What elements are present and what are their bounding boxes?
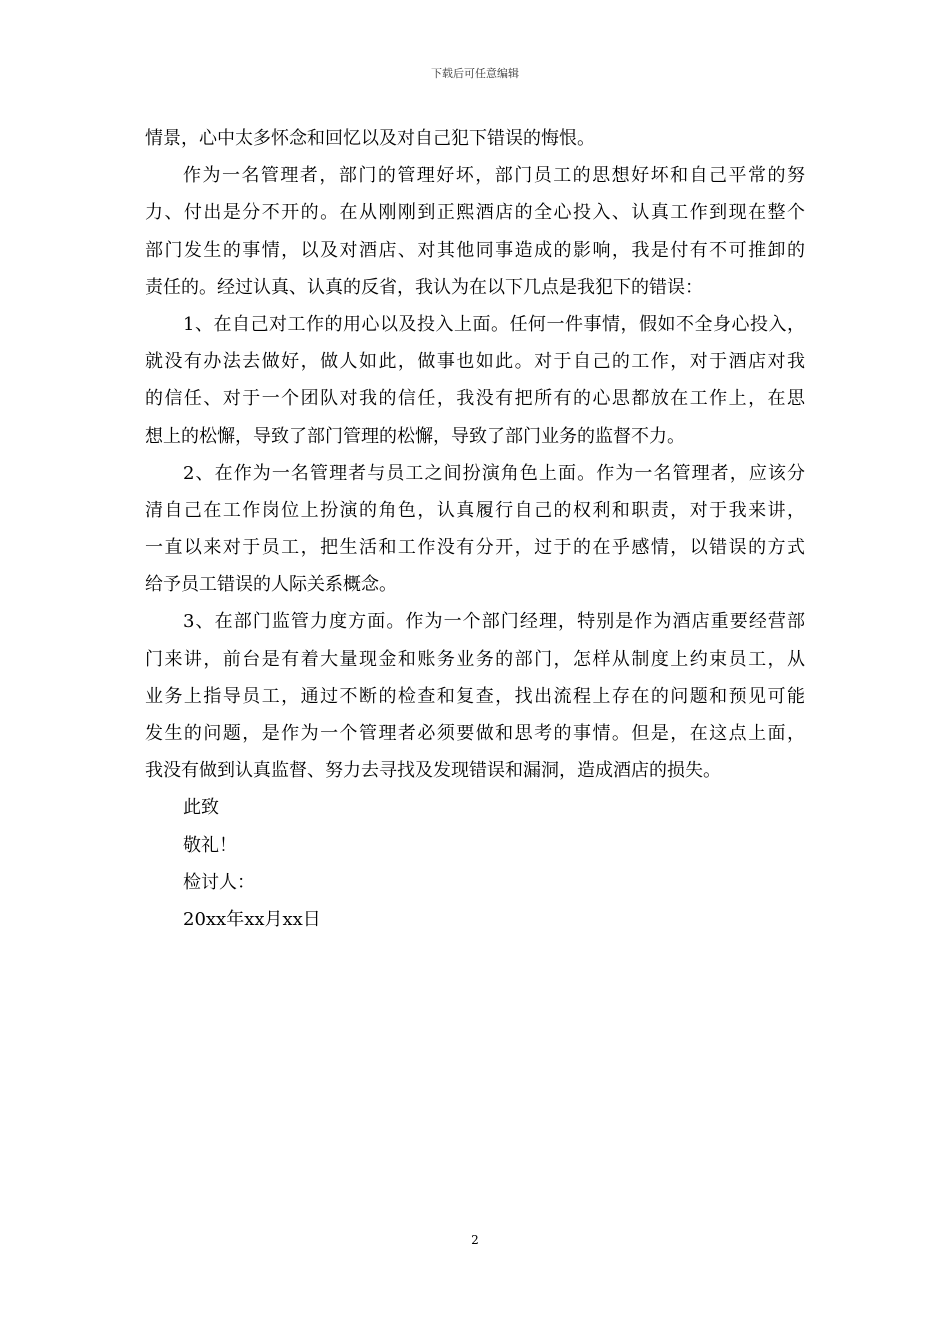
closing-respect: 敬礼！ bbox=[183, 834, 237, 856]
text-line: 我没有做到认真监督、努力去寻找及发现错误和漏洞，造成酒店的损失。 bbox=[145, 760, 721, 782]
page-number: 2 bbox=[471, 1233, 479, 1247]
closing-salutation: 此致 bbox=[183, 797, 219, 819]
text-line: 2、在作为一名管理者与员工之间扮演角色上面。作为一名管理者，应该分 bbox=[183, 462, 805, 484]
page-header: 下载后可任意编辑 bbox=[431, 67, 519, 80]
paragraph bbox=[145, 455, 805, 604]
paragraph bbox=[145, 603, 805, 789]
text-line: 就没有办法去做好，做人如此，做事也如此。对于自己的工作，对于酒店对我 bbox=[145, 351, 805, 373]
text-line: 业务上指导员工，通过不断的检查和复查，找出流程上存在的问题和预见可能 bbox=[145, 685, 805, 707]
date-line: 20xx年xx月xx日 bbox=[183, 908, 321, 930]
signer-label: 检讨人： bbox=[183, 871, 255, 893]
text-line: 力、付出是分不开的。在从刚刚到正熙酒店的全心投入、认真工作到现在整个 bbox=[145, 202, 805, 224]
text-line: 情景，心中太多怀念和回忆以及对自己犯下错误的悔恨。 bbox=[145, 128, 595, 149]
text-line: 给予员工错误的人际关系概念。 bbox=[145, 574, 397, 596]
text-line: 清自己在工作岗位上扮演的角色，认真履行自己的权利和职责，对于我来讲， bbox=[145, 499, 805, 521]
closing-block bbox=[145, 789, 805, 938]
text-line: 责任的。经过认真、认真的反省，我认为在以下几点是我犯下的错误： bbox=[145, 276, 703, 298]
paragraph bbox=[145, 120, 805, 157]
paragraph bbox=[145, 157, 805, 306]
text-line: 1、在自己对工作的用心以及投入上面。任何一件事情，假如不全身心投入， bbox=[183, 313, 805, 335]
text-line: 门来讲，前台是有着大量现金和账务业务的部门，怎样从制度上约束员工，从 bbox=[145, 648, 805, 670]
paragraph bbox=[145, 306, 805, 455]
text-line: 一直以来对于员工，把生活和工作没有分开，过于的在乎感情，以错误的方式 bbox=[145, 537, 805, 559]
text-line: 部门发生的事情，以及对酒店、对其他同事造成的影响，我是付有不可推卸的 bbox=[145, 239, 805, 261]
text-line: 3、在部门监管力度方面。作为一个部门经理，特别是作为酒店重要经营部 bbox=[183, 611, 805, 633]
text-line: 的信任、对于一个团队对我的信任，我没有把所有的心思都放在工作上，在思 bbox=[145, 388, 805, 410]
document-body bbox=[145, 120, 805, 938]
text-line: 想上的松懈，导致了部门管理的松懈，导致了部门业务的监督不力。 bbox=[145, 425, 685, 447]
text-line: 发生的问题，是作为一个管理者必须要做和思考的事情。但是，在这点上面， bbox=[145, 723, 805, 744]
text-line: 作为一名管理者，部门的管理好坏，部门员工的思想好坏和自己平常的努 bbox=[183, 165, 805, 187]
